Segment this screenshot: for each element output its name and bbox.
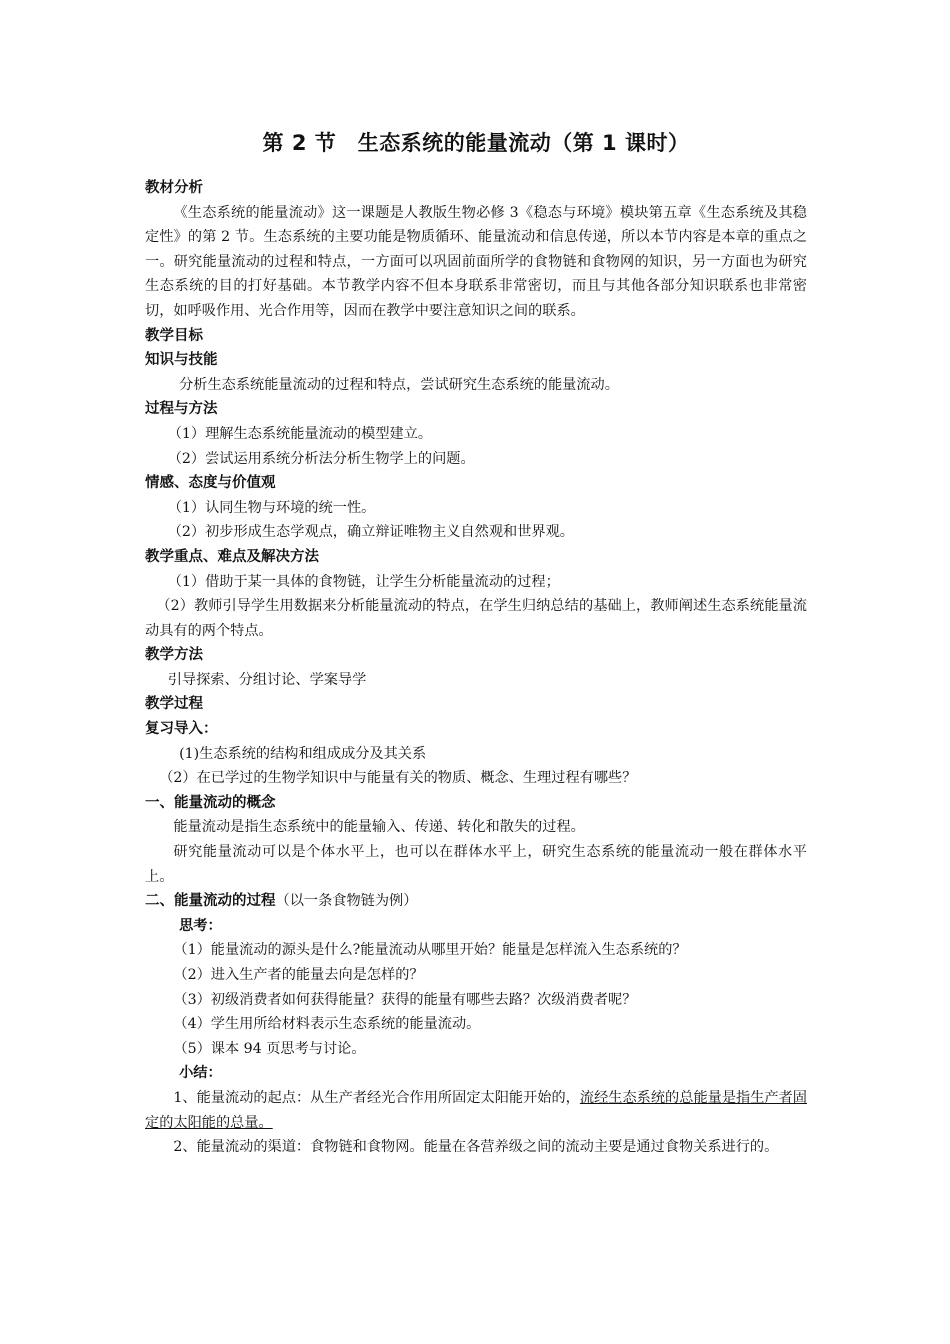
document-title: 第 2 节 生态系统的能量流动（第 1 课时） bbox=[262, 131, 690, 155]
paragraph-concept-1: 能量流动是指生态系统中的能量输入、传递、转化和散失的过程。 bbox=[173, 819, 585, 836]
heading-flow bbox=[145, 889, 807, 914]
list-item-emotion-2: （2）初步形成生态学观点，确立辩证唯物主义自然观和世界观。 bbox=[167, 524, 574, 541]
list-item-think-2: （2）进入生产者的能量去向是怎样的？ bbox=[173, 967, 424, 983]
heading-review: 复习导入： bbox=[145, 721, 218, 738]
heading-keypoints: 教学重点、难点及解决方法 bbox=[145, 548, 319, 565]
heading-concept: 一、能量流动的概念 bbox=[145, 794, 276, 811]
list-item-think-4: （4）学生用所给材料表示生态系统的能量流动。 bbox=[173, 1016, 481, 1033]
heading-emotion: 情感、态度与价值观 bbox=[145, 475, 276, 492]
heading-method: 教学方法 bbox=[145, 647, 203, 664]
list-item-think-3: （3）初级消费者如何获得能量？获得的能量有哪些去路？次级消费者呢？ bbox=[173, 991, 637, 1008]
summary-1-plain: 1、能量流动的起点：从生产者经光合作用所固定太阳能开始的， bbox=[173, 1089, 580, 1106]
heading-flow-rest: （以一条食物链为例） bbox=[275, 893, 418, 910]
heading-summary: 小结： bbox=[179, 1065, 222, 1082]
list-item-think-1: （1）能量流动的源头是什么?能量流动从哪里开始？能量是怎样流入生态系统的？ bbox=[173, 942, 687, 959]
list-item-review-1: (1)生态系统的结构和组成成分及其关系 bbox=[179, 745, 427, 762]
document-page bbox=[145, 128, 807, 1160]
heading-goals: 教学目标 bbox=[145, 327, 203, 344]
paragraph-knowledge: 分析生态系统能量流动的过程和特点，尝试研究生态系统的能量流动。 bbox=[179, 376, 619, 393]
paragraph-summary-2: 2、能量流动的渠道：食物链和食物网。能量在各营养级之间的流动主要是通过食物关系进行的。 bbox=[173, 1139, 779, 1156]
heading-think: 思考： bbox=[179, 917, 222, 934]
list-item-think-5: （5）课本 94 页思考与讨论。 bbox=[173, 1040, 366, 1057]
summary-1-underlined: 流经生态系统的总能量是指生产者固定的太阳能的总量。 bbox=[145, 1089, 807, 1131]
heading-process: 过程与方法 bbox=[145, 401, 218, 418]
list-item-keypoints-2: （2）教师引导学生用数据来分析能量流动的特点，在学生归纳总结的基础上，教师阐述生态系统能量流动具有的两个特点。 bbox=[145, 598, 807, 639]
paragraph-material: 《生态系统的能量流动》这一课题是人教版生物必修 3《稳态与环境》模块第五章《生态系统及其稳定性》的第 2 节。生态系统的主要功能是物质循环、能量流动和信息传递，所以本节内容是本章的重点之一。研究能量流动的过程和特点，一方面可以巩固前面所学的食物链和食物网的知识，另一方面也为研究生态系统的目的打好基础。本节教学内容不但本身联系非常密切，而且与其他各部分知识联系也非常密切，如呼吸作用、光合作用等，因而在教学中要注意知识之间的联系。 bbox=[145, 204, 807, 319]
heading-procedure: 教学过程 bbox=[145, 696, 203, 713]
list-item-process-1: （1）理解生态系统能量流动的模型建立。 bbox=[167, 425, 433, 442]
heading-knowledge: 知识与技能 bbox=[145, 352, 218, 369]
heading-material: 教材分析 bbox=[145, 180, 203, 196]
paragraph-method: 引导探索、分组讨论、学案导学 bbox=[167, 671, 367, 688]
paragraph-summary-1 bbox=[145, 1086, 807, 1135]
list-item-keypoints-1: （1）借助于某一具体的食物链，让学生分析能量流动的过程； bbox=[167, 573, 560, 590]
heading-flow-bold: 二、能量流动的过程 bbox=[145, 893, 276, 910]
list-item-review-2: （2）在已学过的生物学知识中与能量有关的物质、概念、生理过程有哪些？ bbox=[159, 770, 637, 787]
list-item-emotion-1: （1）认同生物与环境的统一性。 bbox=[167, 499, 376, 516]
list-item-process-2: （2）尝试运用系统分析法分析生物学上的问题。 bbox=[167, 450, 475, 467]
paragraph-concept-2: 研究能量流动可以是个体水平上，也可以在群体水平上，研究生态系统的能量流动一般在群体水平上。 bbox=[145, 844, 807, 885]
